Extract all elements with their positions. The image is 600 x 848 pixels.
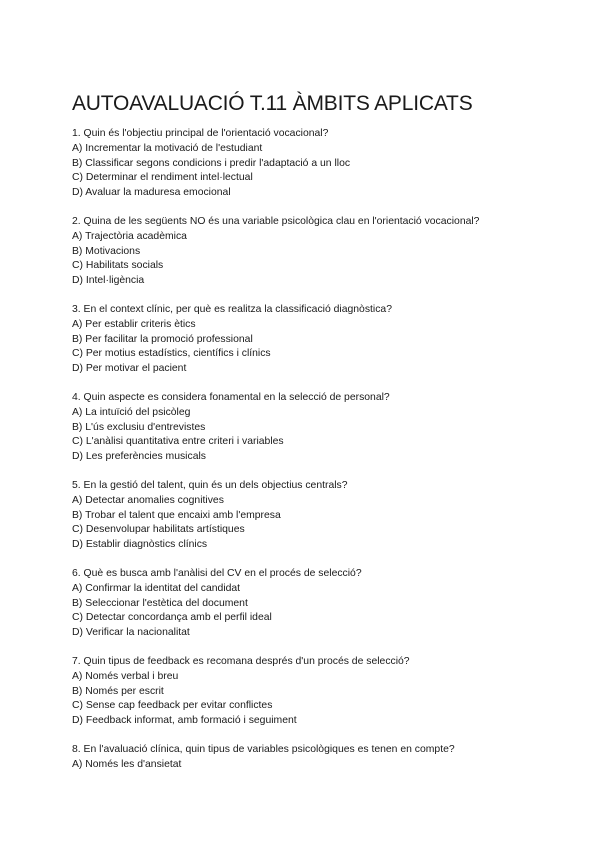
option-a: A) Només les d'ansietat [72, 758, 182, 770]
question-4 [72, 391, 572, 465]
option-d: D) Per motivar el pacient [72, 363, 187, 375]
option-c: C) Habilitats socials [72, 260, 164, 272]
question-text: 8. En l'avaluació clínica, quin tipus de variables psicològiques es tenen en compte? [72, 743, 455, 755]
option-c: C) Detectar concordança amb el perfil ideal [72, 612, 272, 624]
option-list [72, 142, 572, 201]
document-page [72, 90, 572, 786]
option-c: C) L'anàlisi quantitativa entre criteri i variables [72, 436, 284, 448]
option-b: B) L'ús exclusiu d'entrevistes [72, 421, 206, 433]
option-a: A) Trajectòria acadèmica [72, 230, 187, 242]
option-d: D) Les preferències musicals [72, 451, 206, 463]
option-a: A) Només verbal i breu [72, 670, 179, 682]
option-list [72, 494, 572, 553]
option-b: B) Trobar el talent que encaixi amb l'empresa [72, 509, 281, 521]
document-title: AUTOAVALUACIÓ T.11 ÀMBITS APLICATS [72, 92, 473, 115]
option-a: A) Confirmar la identitat del candidat [72, 582, 241, 594]
option-b: B) Per facilitar la promoció professional [72, 333, 253, 345]
option-d: D) Intel·ligència [72, 275, 145, 287]
option-d: D) Verificar la nacionalitat [72, 627, 190, 639]
option-c: C) Per motius estadístics, científics i clínics [72, 348, 271, 360]
option-c: C) Sense cap feedback per evitar conflictes [72, 700, 273, 712]
question-3 [72, 303, 572, 377]
question-text: 5. En la gestió del talent, quin és un dels objectius centrals? [72, 479, 348, 491]
question-text: 3. En el context clínic, per què es realitza la classificació diagnòstica? [72, 303, 392, 315]
question-5 [72, 479, 572, 553]
question-text: 7. Quin tipus de feedback es recomana després d'un procés de selecció? [72, 655, 410, 667]
option-a: A) Per establir criteris ètics [72, 318, 196, 330]
option-c: C) Determinar el rendiment intel·lectual [72, 172, 253, 184]
question-6 [72, 567, 572, 641]
question-8 [72, 743, 572, 773]
question-7 [72, 655, 572, 729]
question-text: 2. Quina de les següents NO és una variable psicològica clau en l'orientació vocacional? [72, 215, 480, 227]
option-a: A) Detectar anomalies cognitives [72, 494, 224, 506]
question-2 [72, 215, 572, 289]
option-b: B) Seleccionar l'estètica del document [72, 597, 248, 609]
option-list [72, 582, 572, 641]
question-text: 1. Quin és l'objectiu principal de l'orientació vocacional? [72, 128, 329, 139]
option-list [72, 318, 572, 377]
option-d: D) Establir diagnòstics clínics [72, 539, 208, 551]
option-c: C) Desenvolupar habilitats artístiques [72, 524, 245, 536]
option-d: D) Feedback informat, amb formació i seguiment [72, 715, 297, 727]
question-1 [72, 127, 572, 201]
option-d: D) Avaluar la maduresa emocional [72, 187, 231, 199]
option-a: A) Incrementar la motivació de l'estudiant [72, 142, 263, 154]
option-b: B) Classificar segons condicions i predir l'adaptació a un lloc [72, 157, 351, 169]
option-b: B) Motivacions [72, 245, 141, 257]
question-text: 4. Quin aspecte es considera fonamental en la selecció de personal? [72, 391, 390, 403]
question-text: 6. Què es busca amb l'anàlisi del CV en el procés de selecció? [72, 567, 362, 579]
option-list [72, 670, 572, 729]
option-b: B) Només per escrit [72, 685, 164, 697]
option-list [72, 406, 572, 465]
option-a: A) La intuïció del psicòleg [72, 406, 191, 418]
option-list [72, 758, 572, 773]
option-list [72, 230, 572, 289]
